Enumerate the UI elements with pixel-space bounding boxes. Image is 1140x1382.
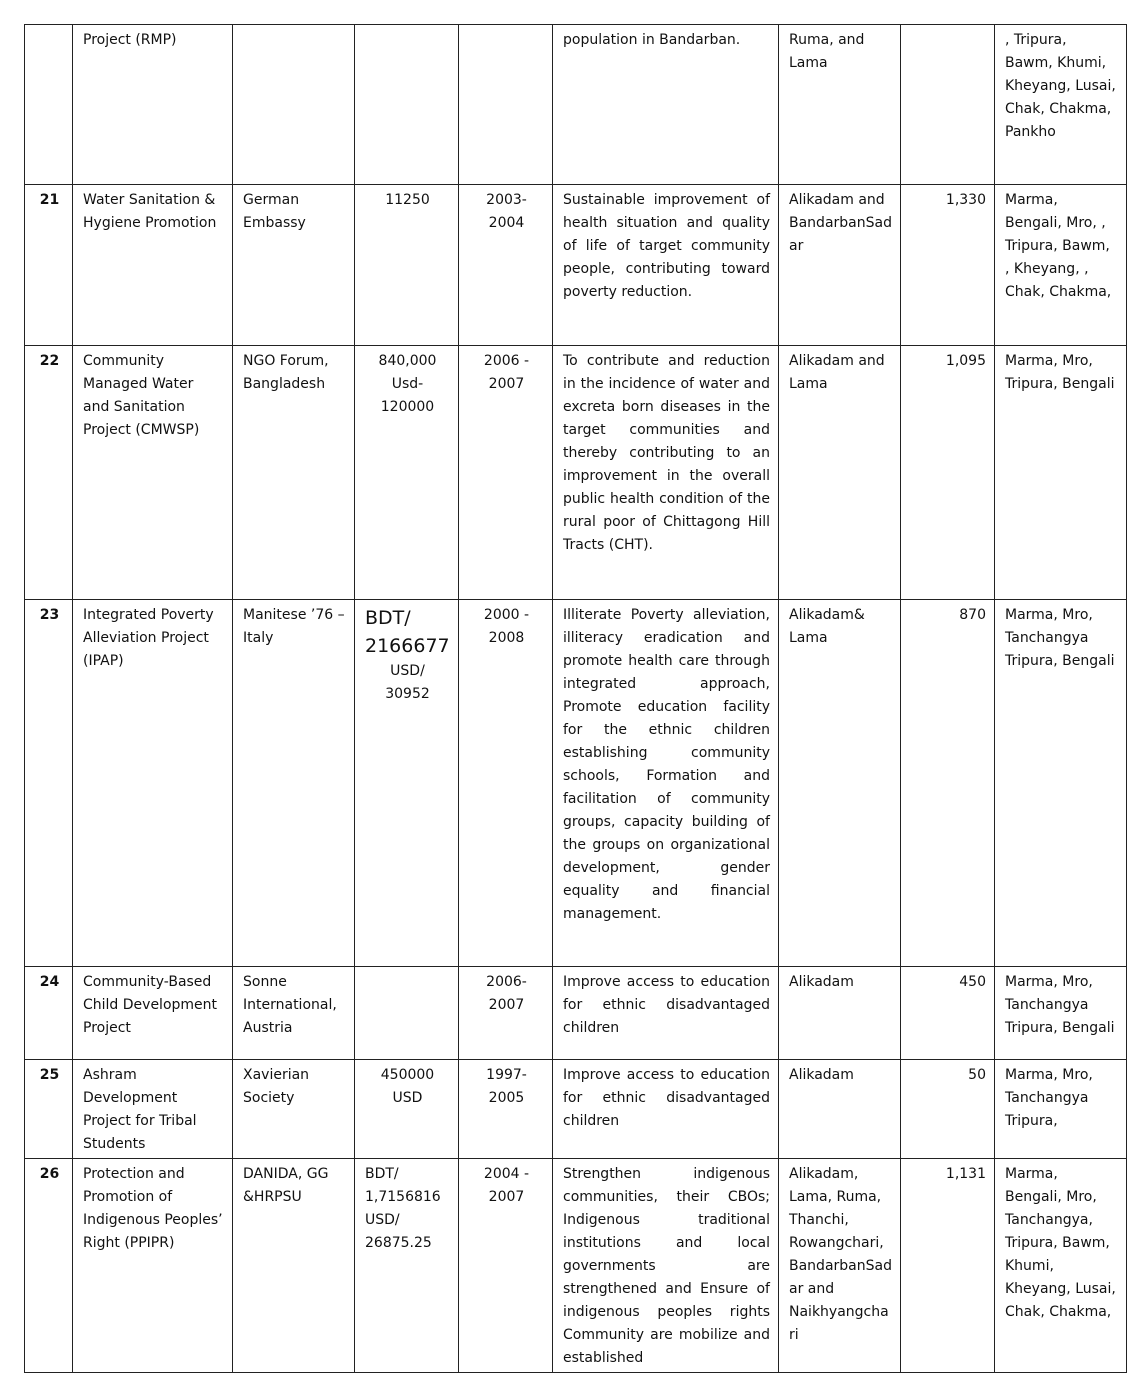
project-name: Community-Based Child Development Project [73,967,233,1060]
beneficiaries [901,25,995,185]
project-name: Protection and Promotion of Indigenous Peoples’ Right (PPIPR) [73,1159,233,1373]
budget [355,25,459,185]
table-row [25,600,1127,967]
donor: NGO Forum, Bangladesh [233,346,355,600]
budget [355,1060,459,1159]
budget [355,185,459,346]
donor: Sonne International, Austria [233,967,355,1060]
period [459,25,553,185]
row-number: 22 [25,346,73,600]
budget-line: 1,7156816 [365,1189,441,1205]
budget [355,1159,459,1373]
project-name: Ashram Development Project for Tribal Students [73,1060,233,1159]
budget-line: 26875.25 [365,1235,432,1251]
donor: Xavierian Society [233,1060,355,1159]
working-area: Ruma, and Lama [779,25,901,185]
objective: To contribute and reduction in the incidence of water and excreta born diseases in the target communities and thereby contributing to an improvement in the overall public health condition of the rural poor of Chittagong Hill Tracts (CHT). [553,346,779,600]
row-number [25,25,73,185]
project-name: Community Managed Water and Sanitation Project (CMWSP) [73,346,233,600]
table-row [25,1060,1127,1159]
communities: Marma, Mro, Tanchangya Tripura, Bengali [995,967,1127,1060]
project-name: Integrated Poverty Alleviation Project (IPAP) [73,600,233,967]
objective: Improve access to education for ethnic disadvantaged children [553,1060,779,1159]
budget-line: 30952 [385,686,430,702]
beneficiaries: 1,330 [901,185,995,346]
budget-line: 840,000 [378,353,437,369]
donor: DANIDA, GG &HRPSU [233,1159,355,1373]
budget [355,967,459,1060]
budget [355,600,459,967]
table-row [25,346,1127,600]
table-row [25,1159,1127,1373]
table-row [25,967,1127,1060]
budget-line: Usd- [391,376,424,392]
beneficiaries: 1,131 [901,1159,995,1373]
budget-line: 450000 [380,1067,435,1083]
working-area: Alikadam and Lama [779,346,901,600]
row-number: 26 [25,1159,73,1373]
row-number: 23 [25,600,73,967]
project-name: Water Sanitation & Hygiene Promotion [73,185,233,346]
donor: Manitese ’76 – Italy [233,600,355,967]
communities: Marma, Bengali, Mro, , Tripura, Bawm, , Kheyang, , Chak, Chakma, [995,185,1127,346]
donor [233,25,355,185]
project-table [24,24,1127,1373]
budget [355,346,459,600]
period: 2004 - 2007 [459,1159,553,1373]
budget-line: USD/ [390,663,425,679]
period: 2000 - 2008 [459,600,553,967]
period: 2006 - 2007 [459,346,553,600]
communities: Marma, Mro, Tripura, Bengali [995,346,1127,600]
communities: Marma, Bengali, Mro, Tanchangya, Tripura, Bawm, Khumi, Kheyang, Lusai, Chak, Chakma, [995,1159,1127,1373]
row-number: 25 [25,1060,73,1159]
beneficiaries: 1,095 [901,346,995,600]
period: 1997-2005 [459,1060,553,1159]
budget-line: USD/ [365,1212,400,1228]
donor: German Embassy [233,185,355,346]
objective: population in Bandarban. [553,25,779,185]
working-area: Alikadam, Lama, Ruma, Thanchi, Rowangchari, BandarbanSadar and Naikhyangchari [779,1159,901,1373]
beneficiaries: 450 [901,967,995,1060]
table-row [25,185,1127,346]
communities: Marma, Mro, Tanchangya Tripura, [995,1060,1127,1159]
working-area: Alikadam [779,1060,901,1159]
project-name: Project (RMP) [73,25,233,185]
objective: Sustainable improvement of health situation and quality of life of target community people, contributing toward poverty reduction. [553,185,779,346]
row-number: 24 [25,967,73,1060]
objective: Improve access to education for ethnic disadvantaged children [553,967,779,1060]
beneficiaries: 50 [901,1060,995,1159]
working-area: Alikadam and BandarbanSadar [779,185,901,346]
period: 2003-2004 [459,185,553,346]
working-area: Alikadam [779,967,901,1060]
communities: , Tripura, Bawm, Khumi, Kheyang, Lusai, Chak, Chakma, Pankho [995,25,1127,185]
objective: Strengthen indigenous communities, their CBOs; Indigenous traditional institutions and local governments are strengthened and Ensure of indigenous peoples rights Community are mobilize and established [553,1159,779,1373]
row-number: 21 [25,185,73,346]
period: 2006-2007 [459,967,553,1060]
beneficiaries: 870 [901,600,995,967]
table-row [25,25,1127,185]
budget-line: USD [392,1090,423,1106]
budget-line: 120000 [380,399,435,415]
budget-big: BDT/ 2166677 [365,607,450,657]
budget-line: BDT/ [365,1166,399,1182]
budget-line: 11250 [385,192,430,208]
objective: Illiterate Poverty alleviation, illiteracy eradication and promote health care through integrated approach, Promote education facility for the ethnic children establishing community schools, Formation and facilitation of community groups, capacity building of the groups on organizational development, gender equality and financial management. [553,600,779,967]
communities: Marma, Mro, Tanchangya Tripura, Bengali [995,600,1127,967]
working-area: Alikadam& Lama [779,600,901,967]
